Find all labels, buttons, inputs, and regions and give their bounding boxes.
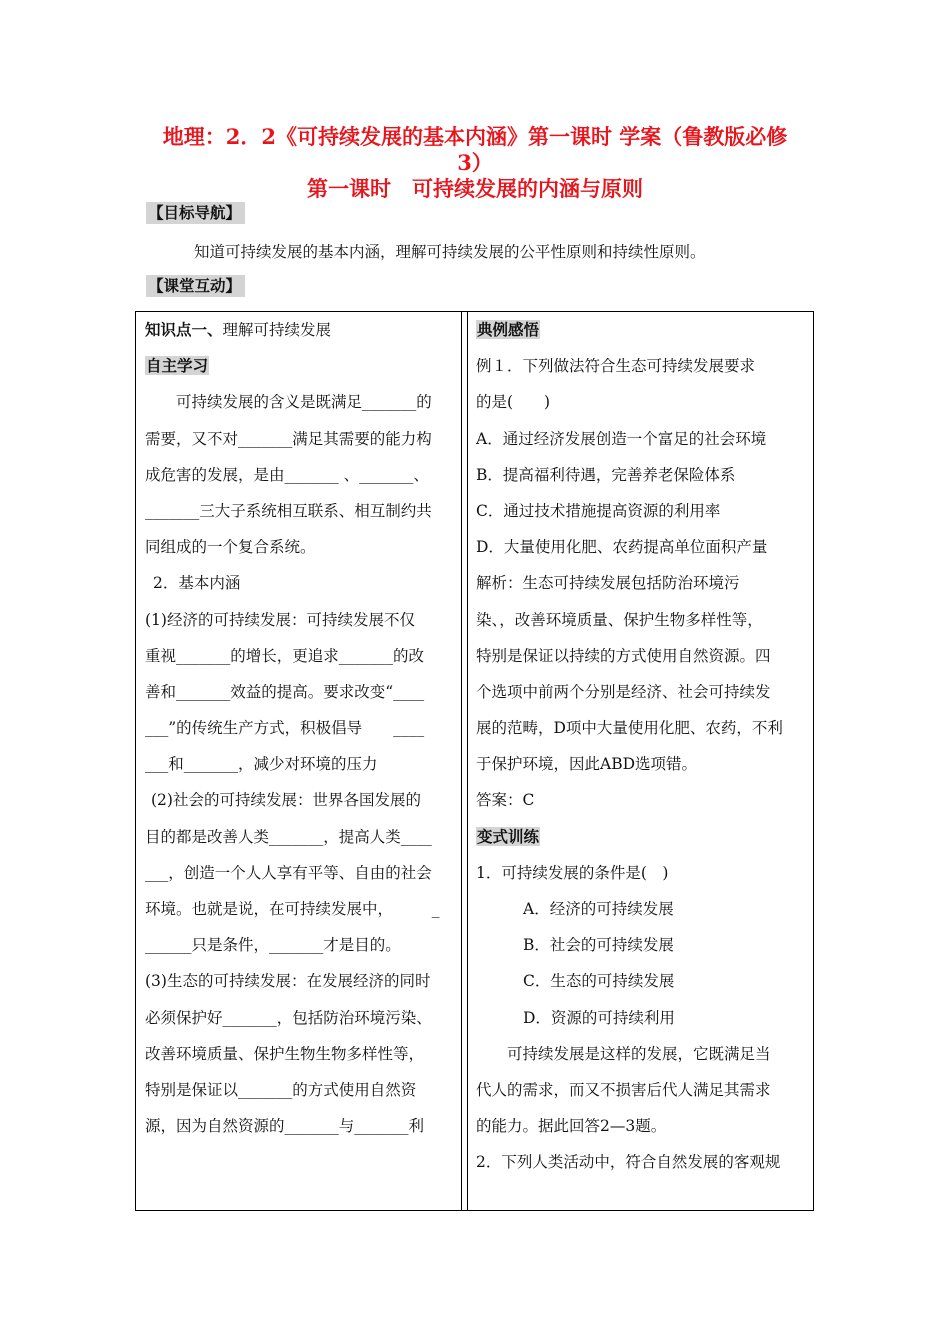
text-line: 善和_______效益的提高。要求改变“____ <box>145 682 425 701</box>
analysis-line: 于保护环境，因此ABD选项错。 <box>476 755 698 774</box>
passage-line: 的能力。据此回答2—3题。 <box>476 1117 667 1136</box>
example-label: 典例感悟 <box>477 320 540 339</box>
text-line: 改善环境质量、保护生物生物多样性等， <box>145 1044 425 1063</box>
text-line: (3)生态的可持续发展：在发展经济的同时 <box>145 972 431 991</box>
self-study-heading <box>145 348 457 384</box>
practice-heading <box>476 819 806 855</box>
knowledge-point-label: 知识点一、 <box>145 320 223 339</box>
knowledge-point-text: 理解可持续发展 <box>222 321 332 339</box>
text-line: 特别是保证以_______的方式使用自然资 <box>145 1080 417 1099</box>
example-line: 例１．下列做法符合生态可持续发展要求 <box>476 357 756 376</box>
text-line: 环境。也就是说，在可持续发展中， _ <box>145 900 440 918</box>
text-line: 源，因为自然资源的_______与_______利 <box>145 1117 425 1136</box>
text-line: 必须保护好_______，包括防治环境污染、 <box>145 1008 432 1027</box>
text-line: (1)经济的可持续发展：可持续发展不仅 <box>145 610 415 629</box>
question-2: 2．下列人类活动中，符合自然发展的客观规 <box>476 1153 781 1172</box>
analysis-line: 展的范畴，D项中大量使用化肥、农药，不利 <box>476 719 783 738</box>
example-option: D．大量使用化肥、农药提高单位面积产量 <box>476 538 768 557</box>
question-1: 1．可持续发展的条件是( ) <box>476 863 669 882</box>
analysis-line: 特别是保证以持续的方式使用自然资源。四 <box>476 646 771 665</box>
text-line: 需要，又不对_______满足其需要的能力构 <box>145 429 432 448</box>
analysis-line: 染、，改善环境质量、保护生物多样性等， <box>476 610 763 629</box>
lesson-title: 第一课时 可持续发展的内涵与原则 <box>307 176 643 201</box>
question-option: C．生态的可持续发展 <box>523 972 675 991</box>
document-title-line2: 3） <box>457 150 493 175</box>
goal-text: 知道可持续发展的基本内涵，理解可持续发展的公平性原则和持续性原则。 <box>194 243 706 261</box>
question-option: D．资源的可持续利用 <box>523 1008 675 1027</box>
example-option: C．通过技术措施提高资源的利用率 <box>476 501 721 520</box>
example-option: A．通过经济发展创造一个富足的社会环境 <box>476 429 767 448</box>
text-line: 重视_______的增长，更追求_______的改 <box>145 646 425 665</box>
text-line: (2)社会的可持续发展：世界各国发展的 <box>151 791 421 810</box>
text-line: 2．基本内涵 <box>153 574 241 593</box>
document-title-line1: 地理：2．2《可持续发展的基本内涵》第一课时 学案（鲁教版必修 <box>162 124 788 149</box>
text-line: _______三大子系统相互联系、相互制约共 <box>145 501 432 520</box>
text-line: 同组成的一个复合系统。 <box>145 538 316 557</box>
text-line: ___”的传统生产方式，积极倡导 ____ <box>145 719 425 738</box>
table-divider <box>467 311 468 1211</box>
example-option: B．提高福利待遇，完善养老保险体系 <box>476 465 736 484</box>
answer-line: 答案：C <box>476 791 535 810</box>
knowledge-point-heading <box>145 312 457 348</box>
question-option: B．社会的可持续发展 <box>523 936 674 955</box>
goal-section-tag: 【目标导航】 <box>146 202 245 224</box>
text-line: ___，创造一个人人享有平等、自由的社会 <box>145 863 432 882</box>
text-line: 成危害的发展，是由_______ 、_______、 <box>145 465 429 484</box>
table-divider-inner <box>461 311 462 1211</box>
text-line: 可持续发展的含义是既满足_______的 <box>176 393 432 412</box>
text-line: ___和_______，减少对环境的压力 <box>145 755 378 774</box>
example-line: 的是( ) <box>476 393 551 412</box>
classroom-section-tag: 【课堂互动】 <box>146 275 245 297</box>
left-column <box>145 312 457 1144</box>
practice-label: 变式训练 <box>477 826 540 846</box>
passage-line: 代人的需求，而又不损害后代人满足其需求 <box>476 1080 771 1099</box>
right-column <box>476 312 806 1181</box>
passage-line: 可持续发展是这样的发展，它既满足当 <box>507 1044 771 1063</box>
example-heading <box>476 312 806 348</box>
text-line: 目的都是改善人类_______，提高人类____ <box>145 827 432 846</box>
self-study-label: 自主学习 <box>146 356 209 376</box>
analysis-line: 解析：生态可持续发展包括防治环境污 <box>476 574 740 593</box>
question-option: A．经济的可持续发展 <box>523 900 674 918</box>
analysis-line: 个选项中前两个分别是经济、社会可持续发 <box>476 682 771 701</box>
text-line: ______只是条件，_______才是目的。 <box>145 936 401 955</box>
